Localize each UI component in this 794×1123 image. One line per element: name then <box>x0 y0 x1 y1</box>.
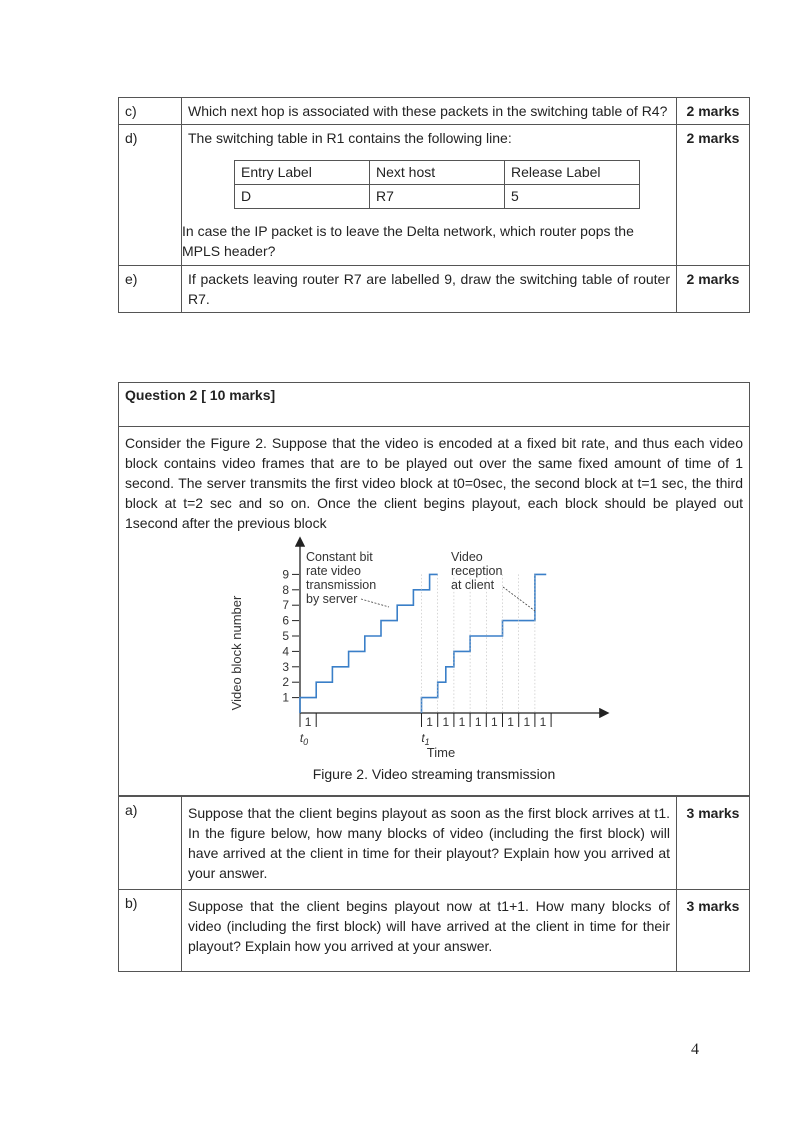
y-tick-label: 5 <box>282 629 289 643</box>
x-interval-label: 1 <box>474 715 482 729</box>
question-2-intro: Consider the Figure 2. Suppose that the video is encoded at a fixed bit rate, and thus each video block contains video frames that are to be played out over the same fixed amount of time of 1 second. The server transmits the first video block at t0=0sec, the second block at t=1 sec, the third block at t=2 sec and so on. Once the client begins playout, each block should be played out 1second after the previous block <box>125 435 743 531</box>
figure-caption: Figure 2. Video streaming transmission <box>312 766 556 782</box>
annotation-server-arrow <box>361 599 389 607</box>
part-text: If packets leaving router R7 are labelled 9, draw the switching table of router R7. <box>182 266 677 313</box>
annotation-client <box>451 550 506 592</box>
annotation-server-line: by server <box>306 592 358 606</box>
marks-cell: 3 marks <box>677 797 750 890</box>
x-markers <box>300 713 551 747</box>
y-tick-label: 6 <box>282 613 289 628</box>
y-tick-label: 7 <box>282 598 289 613</box>
part-label: c) <box>119 98 182 125</box>
marks-cell: 3 marks <box>677 890 750 972</box>
client-reception-line <box>422 574 547 713</box>
x-interval-label: 1 <box>304 715 312 729</box>
q1-row-c <box>119 98 750 125</box>
part-text: Which next hop is associated with these packets in the switching table of R4? <box>182 98 677 125</box>
y-tick-label: 3 <box>282 659 289 674</box>
part-text: The switching table in R1 contains the following line: <box>188 130 512 146</box>
annotation-server <box>306 550 380 606</box>
part-text: Suppose that the client begins playout now at t1+1. How many blocks of video (including the first block) will have arrived at the client in time for their playout? Explain how you arrived at your answer. <box>182 890 677 972</box>
y-tick-label: 1 <box>282 690 289 705</box>
x-interval-label: 1 <box>491 715 498 729</box>
q2-row-a <box>119 797 750 890</box>
x-interval-label: 1 <box>426 715 433 729</box>
x-interval-label: 1 <box>507 715 514 729</box>
column-header: Next host <box>370 161 505 185</box>
part-text-cell <box>182 125 677 266</box>
x-interval-label: 1 <box>523 715 531 729</box>
x-marker-base: t <box>299 731 304 745</box>
y-ticks <box>282 567 299 704</box>
part-followup-text: In case the IP packet is to leave the Delta network, which router pops the MPLS header? <box>182 223 634 259</box>
x-interval-label: 1 <box>442 715 450 729</box>
x-interval-label: 1 <box>539 715 547 729</box>
marks-cell: 2 marks <box>677 266 750 313</box>
question-2-box <box>118 382 750 796</box>
annotation-client-line: at client <box>451 578 495 592</box>
x-interval-label: 1 <box>458 715 466 729</box>
x-marker-label <box>421 731 429 747</box>
switching-table-header <box>235 161 640 185</box>
switching-table <box>234 160 640 209</box>
q2-row-b <box>119 890 750 972</box>
x-marker-subscript: 1 <box>424 737 430 747</box>
table-cell: R7 <box>370 185 505 209</box>
y-tick-label: 2 <box>282 675 289 690</box>
marks-cell: 2 marks <box>677 125 750 266</box>
q1-row-d <box>119 125 750 266</box>
x-marker-subscript: 0 <box>303 737 309 747</box>
annotation-server-line: Constant bit <box>306 550 373 564</box>
question-2-title: Question 2 [ 10 marks] <box>119 383 749 427</box>
part-label: a) <box>119 797 182 890</box>
q1-parts-table <box>118 97 750 313</box>
x-marker-base: t <box>421 731 425 745</box>
annotation-client-line: Video <box>451 550 483 564</box>
part-label: b) <box>119 890 182 972</box>
x-marker-label <box>300 731 308 747</box>
table-cell: 5 <box>505 185 640 209</box>
annotation-client-line: reception <box>451 564 503 578</box>
q1-row-e <box>119 266 750 313</box>
part-text: Suppose that the client begins playout as soon as the first block arrives at t1. In the figure below, how many blocks of video (including the first block) will have arrived at the client in time for their playout? Explain how you arrived at your answer. <box>182 797 677 890</box>
column-header: Entry Label <box>235 161 370 185</box>
marks-cell: 2 marks <box>677 98 750 125</box>
part-label: d) <box>119 125 182 266</box>
q2-parts-table <box>118 796 750 972</box>
part-label: e) <box>119 266 182 313</box>
switching-table-row <box>235 185 640 209</box>
annotation-server-line: rate video <box>306 564 361 578</box>
video-streaming-figure <box>229 535 629 765</box>
y-tick-label: 4 <box>282 644 289 659</box>
table-cell: D <box>235 185 370 209</box>
y-tick-label: 9 <box>282 567 289 582</box>
annotation-server-line: transmission <box>306 578 377 592</box>
x-axis-label: Time <box>426 745 456 760</box>
page-number: 4 <box>691 1041 699 1058</box>
y-axis-label: Video block number <box>229 595 244 711</box>
column-header: Release Label <box>505 161 640 185</box>
y-tick-label: 8 <box>282 582 289 597</box>
